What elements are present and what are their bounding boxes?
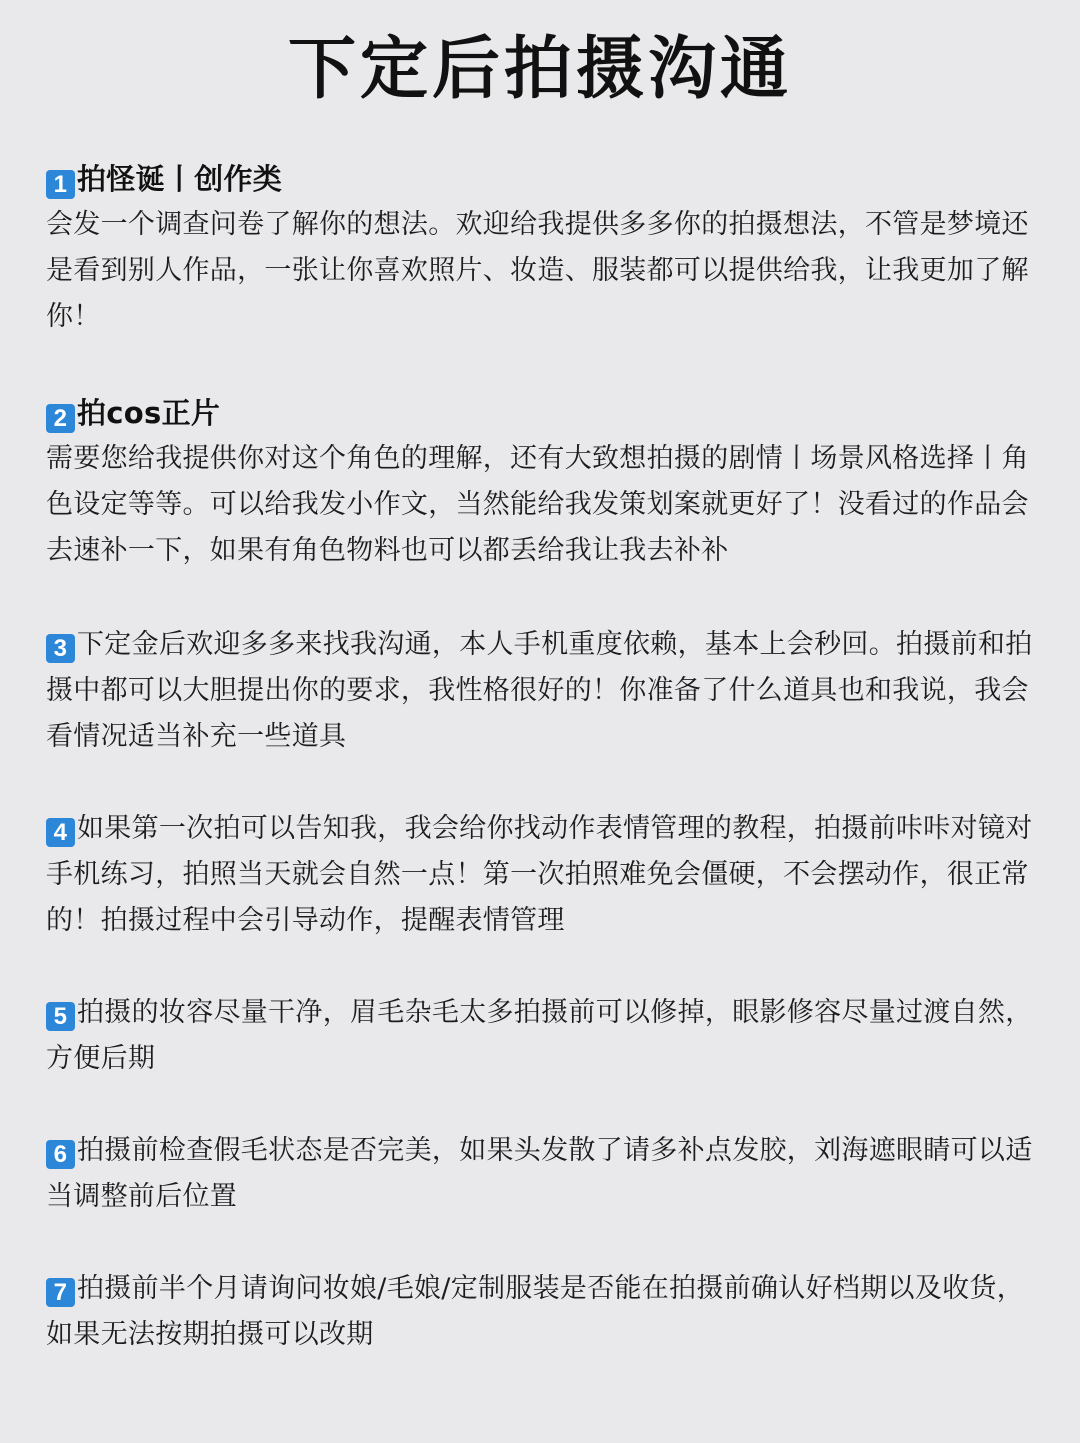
section-2 <box>46 390 1036 574</box>
section-3 <box>46 622 1036 760</box>
section-body: 拍摄的妆容尽量干净，眉毛杂毛太多拍摄前可以修掉，眼影修容尽量过渡自然，方便后期 <box>46 997 1033 1074</box>
section-heading <box>46 390 1036 436</box>
section-5 <box>46 990 1036 1082</box>
heading-text: 拍怪诞丨创作类 <box>77 162 283 196</box>
section-heading <box>46 156 1036 202</box>
heading-text: 拍cos正片 <box>77 396 221 430</box>
number-5-badge: 5 <box>46 1002 75 1031</box>
section-body: 拍摄前检查假毛状态是否完美，如果头发散了请多补点发胶，刘海遮眼睛可以适当调整前后位置 <box>46 1135 1033 1212</box>
section-1 <box>46 156 1036 340</box>
section-6 <box>46 1128 1036 1220</box>
section-4 <box>46 806 1036 944</box>
section-body: 下定金后欢迎多多来找我沟通，本人手机重度依赖，基本上会秒回。拍摄前和拍摄中都可以大胆提出你的要求，我性格很好的！你准备了什么道具也和我说，我会看情况适当补充一些道具 <box>46 629 1033 752</box>
section-7 <box>46 1266 1036 1358</box>
section-body: 会发一个调查问卷了解你的想法。欢迎给我提供多多你的拍摄想法，不管是梦境还是看到别人作品，一张让你喜欢照片、妆造、服装都可以提供给我，让我更加了解你！ <box>46 209 1029 332</box>
number-1-badge: 1 <box>46 170 75 199</box>
section-body: 如果第一次拍可以告知我，我会给你找动作表情管理的教程，拍摄前咔咔对镜对手机练习，拍照当天就会自然一点！第一次拍照难免会僵硬，不会摆动作，很正常的！拍摄过程中会引导动作，提醒表情管理 <box>46 813 1033 936</box>
page-title: 下定后拍摄沟通 <box>287 30 792 109</box>
number-4-badge: 4 <box>46 818 75 847</box>
section-body: 需要您给我提供你对这个角色的理解，还有大致想拍摄的剧情丨场景风格选择丨角色设定等等。可以给我发小作文，当然能给我发策划案就更好了！没看过的作品会去速补一下，如果有角色物料也可以都丢给我让我去补补 <box>46 443 1029 566</box>
number-3-badge: 3 <box>46 634 75 663</box>
number-7-badge: 7 <box>46 1278 75 1307</box>
number-6-badge: 6 <box>46 1140 75 1169</box>
section-body: 拍摄前半个月请询问妆娘/毛娘/定制服装是否能在拍摄前确认好档期以及收货，如果无法按期拍摄可以改期 <box>46 1273 1024 1350</box>
number-2-badge: 2 <box>46 404 75 433</box>
